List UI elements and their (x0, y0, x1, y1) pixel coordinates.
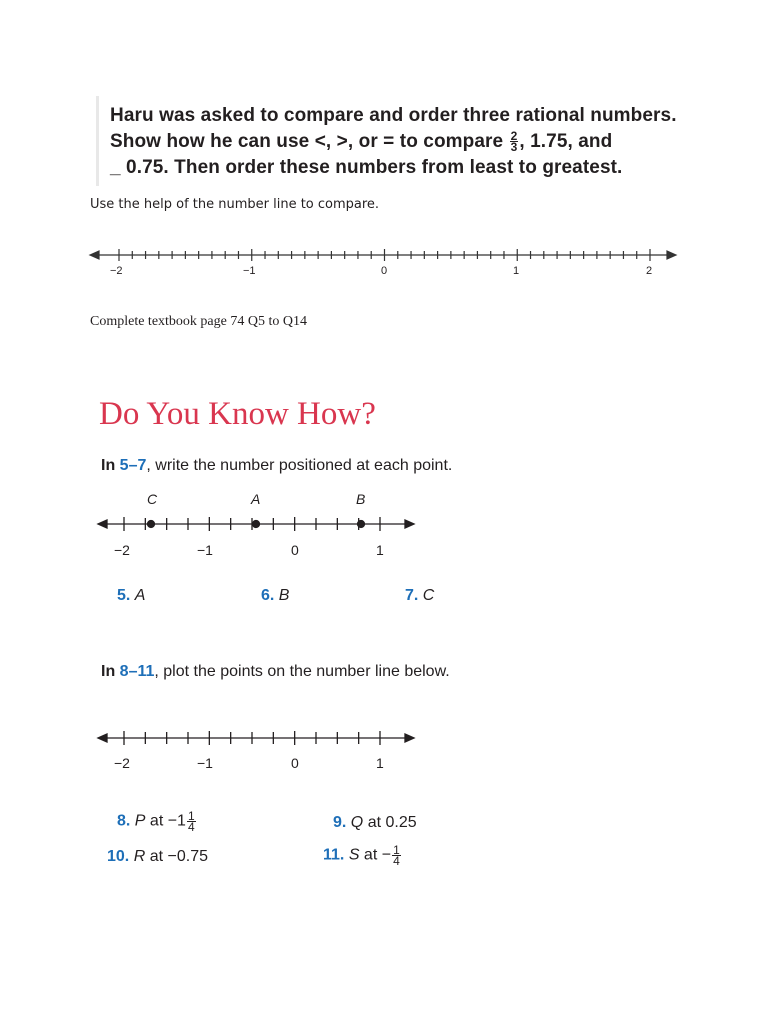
q5-7-text: , write the number positioned at each point. (146, 457, 453, 474)
nl1-label-2: 2 (646, 265, 653, 277)
item-7-number: 7. (405, 587, 419, 604)
item-8-fraction (187, 811, 196, 832)
problem-line-2a: Show how he can use <, >, or = to compare (110, 131, 509, 152)
problem-line-2b: , 1.75, and (519, 131, 613, 152)
nl1-label-1: 1 (513, 265, 520, 277)
item-5-number: 5. (117, 587, 131, 604)
fraction-two-thirds (510, 129, 519, 155)
q5-7-heading (101, 457, 452, 475)
q8-11-text: , plot the points on the number line below. (154, 663, 450, 680)
number-line-3-left-arrow (98, 734, 107, 742)
item-9-letter: Q (350, 814, 364, 831)
item-11-frac-num: 1 (393, 843, 400, 857)
item-5 (117, 587, 145, 605)
section-title: Do You Know How? (99, 396, 376, 432)
item-8 (117, 811, 197, 832)
number-line-2-right-arrow (405, 520, 414, 528)
point-label-c: C (147, 491, 158, 507)
problem-line-3: _ 0.75. Then order these numbers from least to greatest. (110, 157, 623, 178)
item-9 (333, 814, 417, 832)
item-8-text: at −1 (145, 812, 186, 830)
item-10-text: at −0.75 (145, 848, 208, 865)
item-6 (261, 587, 289, 605)
problem-line-1: Haru was asked to compare and order three rational numbers. (110, 105, 677, 126)
point-a (253, 521, 260, 528)
number-line-1-right-arrow (667, 251, 676, 259)
nl3-label-1: 1 (376, 755, 384, 771)
item-11-text: at − (359, 846, 392, 864)
nl2-label-0: 0 (291, 542, 299, 558)
item-5-letter: A (134, 587, 146, 604)
q8-11-range: 8–11 (119, 663, 155, 680)
item-11-number: 11. (323, 846, 345, 864)
point-label-a: A (251, 491, 261, 507)
item-7-letter: C (422, 587, 435, 604)
item-10-letter: R (133, 848, 146, 865)
item-8-letter: P (134, 812, 146, 830)
problem-left-bar (96, 96, 99, 186)
item-8-frac-den: 4 (187, 820, 195, 834)
point-b (358, 521, 365, 528)
item-9-number: 9. (333, 814, 347, 831)
nl3-label-neg1: −1 (197, 755, 213, 771)
item-11-frac-den: 4 (393, 854, 400, 868)
number-line-1-left-arrow (90, 251, 99, 259)
nl3-label-0: 0 (291, 755, 299, 771)
item-10 (107, 848, 208, 866)
q5-7-range: 5–7 (119, 457, 147, 474)
number-line-2-left-arrow (98, 520, 107, 528)
item-11-fraction (392, 845, 401, 866)
nl2-label-1: 1 (376, 542, 384, 558)
hint-text: Use the help of the number line to compare. (90, 197, 380, 212)
item-11-letter: S (348, 846, 360, 864)
q5-7-prefix: In (101, 457, 120, 474)
item-9-text: at 0.25 (363, 814, 417, 831)
nl1-label-neg1: −1 (243, 265, 256, 277)
item-6-number: 6. (261, 587, 275, 604)
nl1-label-0: 0 (381, 265, 388, 277)
fraction-numerator: 2 (510, 129, 518, 144)
nl2-label-neg1: −1 (197, 542, 213, 558)
item-6-letter: B (278, 587, 290, 604)
fraction-denominator: 3 (510, 140, 518, 155)
q8-11-prefix: In (101, 663, 120, 680)
item-11 (323, 845, 402, 866)
point-c (148, 521, 155, 528)
point-label-b: B (356, 491, 366, 507)
q8-11-heading (101, 663, 450, 681)
item-8-frac-num: 1 (187, 809, 195, 823)
instruction-text: Complete textbook page 74 Q5 to Q14 (90, 314, 307, 329)
nl3-label-neg2: −2 (114, 755, 130, 771)
nl1-label-neg2: −2 (110, 265, 123, 277)
nl2-label-neg2: −2 (114, 542, 130, 558)
number-line-1-ticks (119, 249, 650, 261)
item-8-number: 8. (117, 812, 131, 830)
problem-line-2 (110, 131, 612, 153)
number-line-3-right-arrow (405, 734, 414, 742)
item-7 (405, 587, 434, 605)
item-10-number: 10. (107, 848, 130, 865)
